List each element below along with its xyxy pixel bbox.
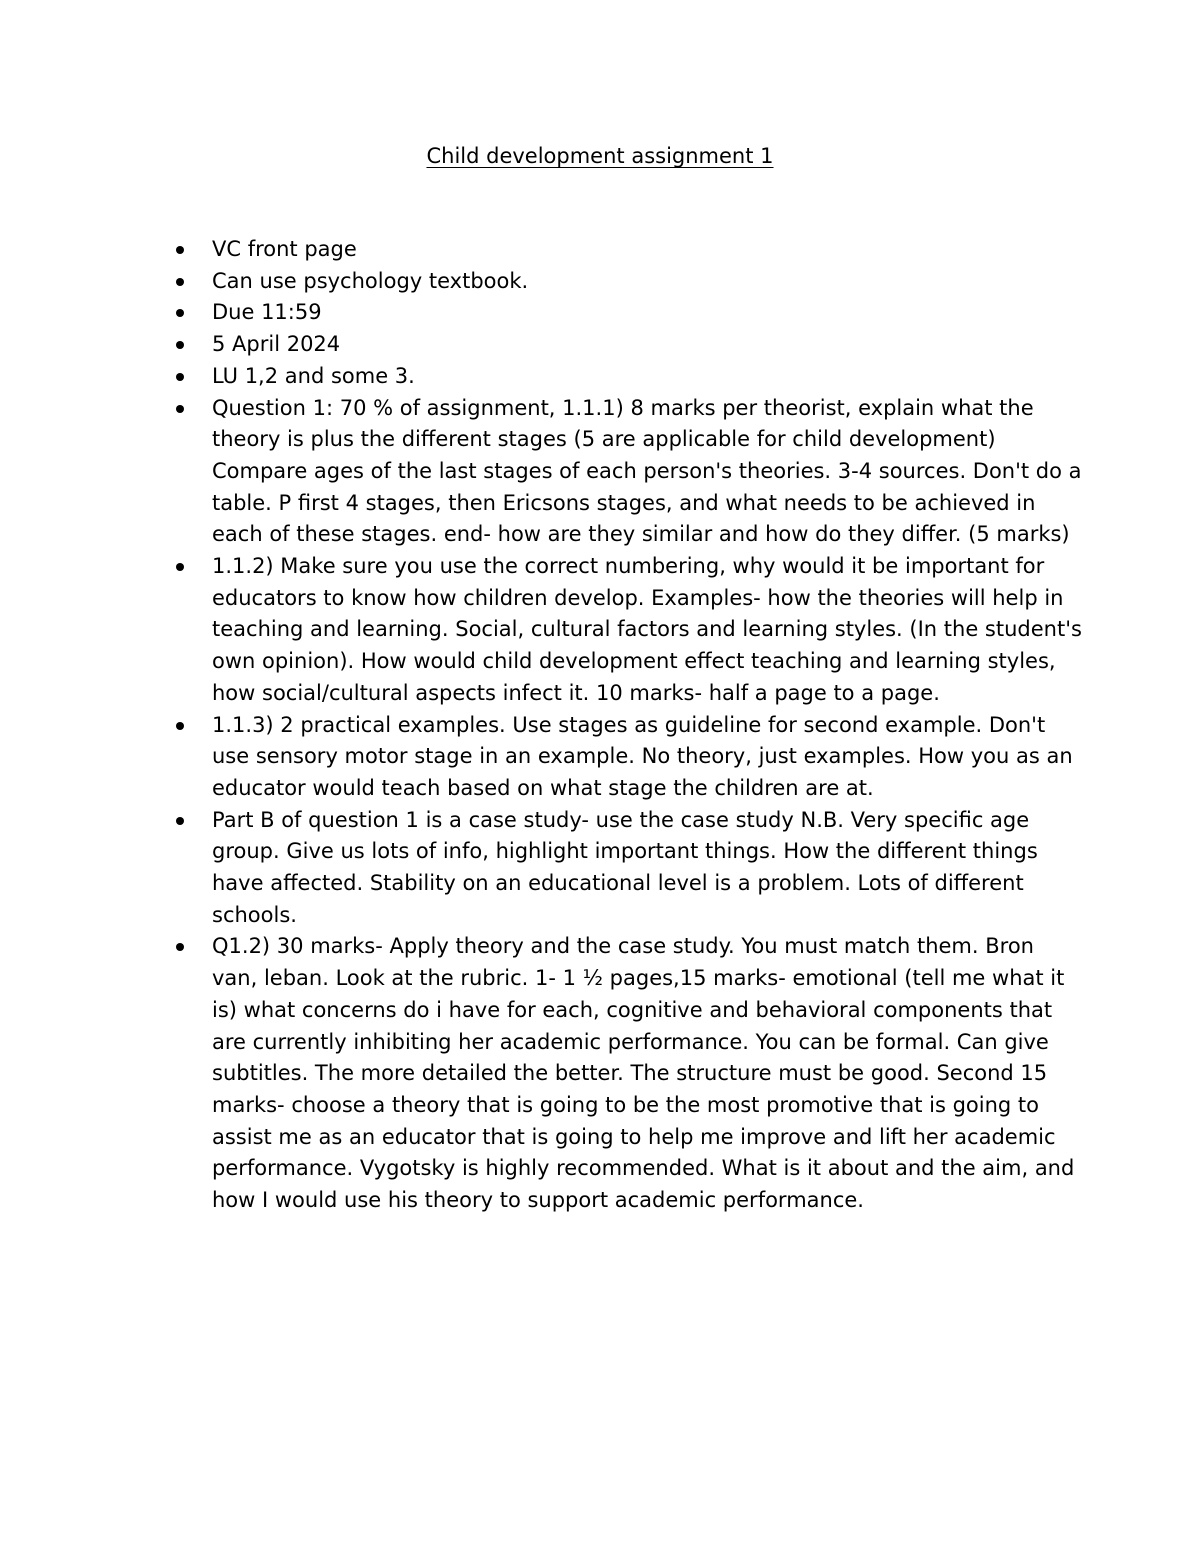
list-item (212, 329, 1082, 361)
list-item-text: Question 1: 70 % of assignment, 1.1.1) 8 marks per theorist, explain what the theory is plus the different stages (5 are applicable for child development) Compare ages of the last stages of each person's theories. 3-4 sources. Don't do a table. P first 4 stages, then Ericsons stages, and what needs to be achieved in each of these stages. end- how are they similar and how do they differ. (5 marks) (212, 395, 1082, 547)
list-item (212, 393, 1082, 552)
list-item-text: Part B of question 1 is a case study- use the case study N.B. Very specific age group. Give us lots of info, highlight important things. How the different things have affected. Stability on an educational level is a problem. Lots of different schools. (212, 807, 1038, 927)
bullet-icon (176, 309, 184, 317)
notes-bullet-list (212, 234, 1082, 1217)
list-item (212, 266, 1082, 298)
bullet-icon (176, 943, 184, 951)
list-item-text: 5 April 2024 (212, 332, 341, 357)
list-item-text: VC front page (212, 237, 357, 261)
bullet-icon (176, 373, 184, 381)
list-item (212, 931, 1082, 1216)
bullet-icon (176, 722, 184, 730)
list-item-text: 1.1.3) 2 practical examples. Use stages as guideline for second example. Don't use sensory motor stage in an example. No theory, just examples. How you as an educator would teach based on what stage the children are at. (212, 712, 1073, 800)
list-item (212, 361, 1082, 393)
list-item (212, 710, 1082, 805)
list-item-text: Can use psychology textbook. (212, 268, 529, 293)
bullet-icon (176, 817, 184, 825)
list-item-text: Due 11:59 (212, 300, 322, 325)
bullet-icon (176, 246, 184, 254)
bullet-icon (176, 341, 184, 349)
list-item (212, 551, 1082, 710)
list-item-text: 1.1.2) Make sure you use the correct numbering, why would it be important for educators to know how children develop. Examples- how the theories will help in teaching and learning. Social, cultural factors and learning styles. (In the student's own opinion). How would child development effect teaching and learning styles, how social/cultural aspects infect it. 10 marks- half a page to a page. (212, 554, 1082, 705)
list-item-text: Q1.2) 30 marks- Apply theory and the case study. You must match them. Bron van, leban. Look at the rubric. 1- 1 ½ pages,15 marks- emotional (tell me what it is) what concerns do i have for each, cognitive and behavioral components that are currently inhibiting her academic performance. You can be formal. Can give subtitles. The more detailed the better. The structure must be good. Second 15 marks- choose a theory that is going to be the most promotive that is going to assist me as an educator that is going to help me improve and lift her academic performance. Vygotsky is highly recommended. What is it about and the aim, and how I would use his theory to support academic performance. (212, 934, 1075, 1213)
list-item (212, 234, 1082, 266)
bullet-icon (176, 278, 184, 286)
bullet-icon (176, 405, 184, 413)
list-item-text: LU 1,2 and some 3. (212, 363, 415, 388)
list-item (212, 297, 1082, 329)
list-item (212, 805, 1082, 932)
bullet-icon (176, 563, 184, 571)
document-title: Child development assignment 1 (426, 144, 774, 168)
